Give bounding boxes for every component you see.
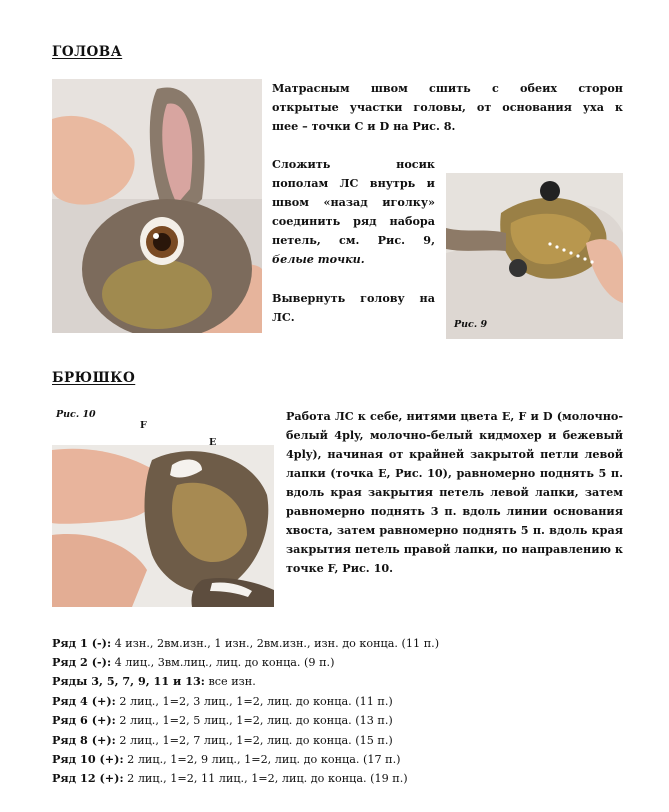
figure-10-photo: [52, 405, 274, 607]
text-line: Вывернуть голову на: [272, 291, 435, 305]
row-label: Ряд 8 (+):: [52, 733, 116, 747]
text-line: закрытия петель правой лапки, по направлению к: [286, 542, 623, 556]
row-label: Ряд 6 (+):: [52, 713, 116, 727]
text-line: Матрасным швом сшить с обеих сторон: [272, 81, 623, 95]
text-line: равномерно поднять 3 п. вдоль линии основания: [286, 504, 623, 518]
text-line: шее – точки C и D на Рис. 8.: [272, 119, 456, 133]
text-line: белый 4ply, молочно-белый кидмохер и бежевый: [286, 428, 623, 442]
figure-10-label-e: E: [209, 437, 217, 448]
section-title-head: ГОЛОВА: [52, 44, 123, 60]
list-item: [52, 636, 439, 650]
row-label: Ряд 12 (+):: [52, 771, 124, 785]
text-line: лапки (точка E, Рис. 10), равномерно поднять 5 п.: [286, 466, 623, 480]
text-line: соединить ряд набора: [272, 214, 435, 228]
list-item: [52, 713, 393, 727]
row-text: все изн.: [204, 675, 256, 688]
bunny-head-photo: [52, 79, 262, 333]
figure-9-caption: Рис. 9: [454, 319, 488, 330]
text-line: хвоста, затем равномерно поднять 5 п. вдоль края: [286, 523, 623, 537]
row-label: Ряды 3, 5, 7, 9, 11 и 13:: [52, 674, 205, 688]
row-text: 4 изн., 2вм.изн., 1 изн., 2вм.изн., изн. до конца. (11 п.): [111, 637, 440, 650]
text-line: открытые участки головы, от основания уха к: [272, 100, 623, 114]
list-item: [52, 771, 408, 785]
text-line-emphasis: белые точки.: [272, 252, 365, 266]
list-item: [52, 674, 256, 688]
head-para-2: [272, 155, 435, 269]
text-line: вдоль края закрытия петель левой лапки, затем: [286, 485, 623, 499]
list-item: [52, 733, 393, 747]
head-para-3: [272, 289, 435, 327]
list-item: [52, 694, 393, 708]
section-title-belly: БРЮШКО: [52, 370, 136, 386]
figure-10-caption: Рис. 10: [56, 409, 96, 420]
text-line: пополам ЛС внутрь и: [272, 176, 435, 190]
row-text: 2 лиц., 1=2, 11 лиц., 1=2, лиц. до конца. (19 п.): [123, 772, 408, 785]
text-line: швом «назад иголку»: [272, 195, 435, 209]
figure-9-photo: [446, 173, 623, 339]
text-line: ЛС.: [272, 310, 295, 324]
row-text: 4 лиц., 3вм.лиц., лиц. до конца. (9 п.): [111, 656, 335, 669]
text-line: точке F, Рис. 10.: [286, 561, 394, 575]
list-item: [52, 752, 401, 766]
text-line: Сложить носик: [272, 157, 435, 171]
belly-paragraph: [286, 407, 623, 578]
figure-10-label-f: F: [140, 420, 147, 431]
row-label: Ряд 10 (+):: [52, 752, 124, 766]
row-text: 2 лиц., 1=2, 3 лиц., 1=2, лиц. до конца. (11 п.): [115, 695, 393, 708]
row-label: Ряд 1 (-):: [52, 636, 112, 650]
row-label: Ряд 4 (+):: [52, 694, 116, 708]
text-line: 4ply), начиная от крайней закрытой петли левой: [286, 447, 623, 461]
text-line: Работа ЛС к себе, нитями цвета E, F и D (молочно-: [286, 409, 623, 423]
list-item: [52, 655, 334, 669]
row-text: 2 лиц., 1=2, 5 лиц., 1=2, лиц. до конца. (13 п.): [115, 714, 393, 727]
text-line: петель, см. Рис. 9,: [272, 233, 435, 247]
row-label: Ряд 2 (-):: [52, 655, 112, 669]
head-para-1: [272, 79, 623, 136]
row-text: 2 лиц., 1=2, 9 лиц., 1=2, лиц. до конца. (17 п.): [123, 753, 401, 766]
row-text: 2 лиц., 1=2, 7 лиц., 1=2, лиц. до конца. (15 п.): [115, 734, 393, 747]
